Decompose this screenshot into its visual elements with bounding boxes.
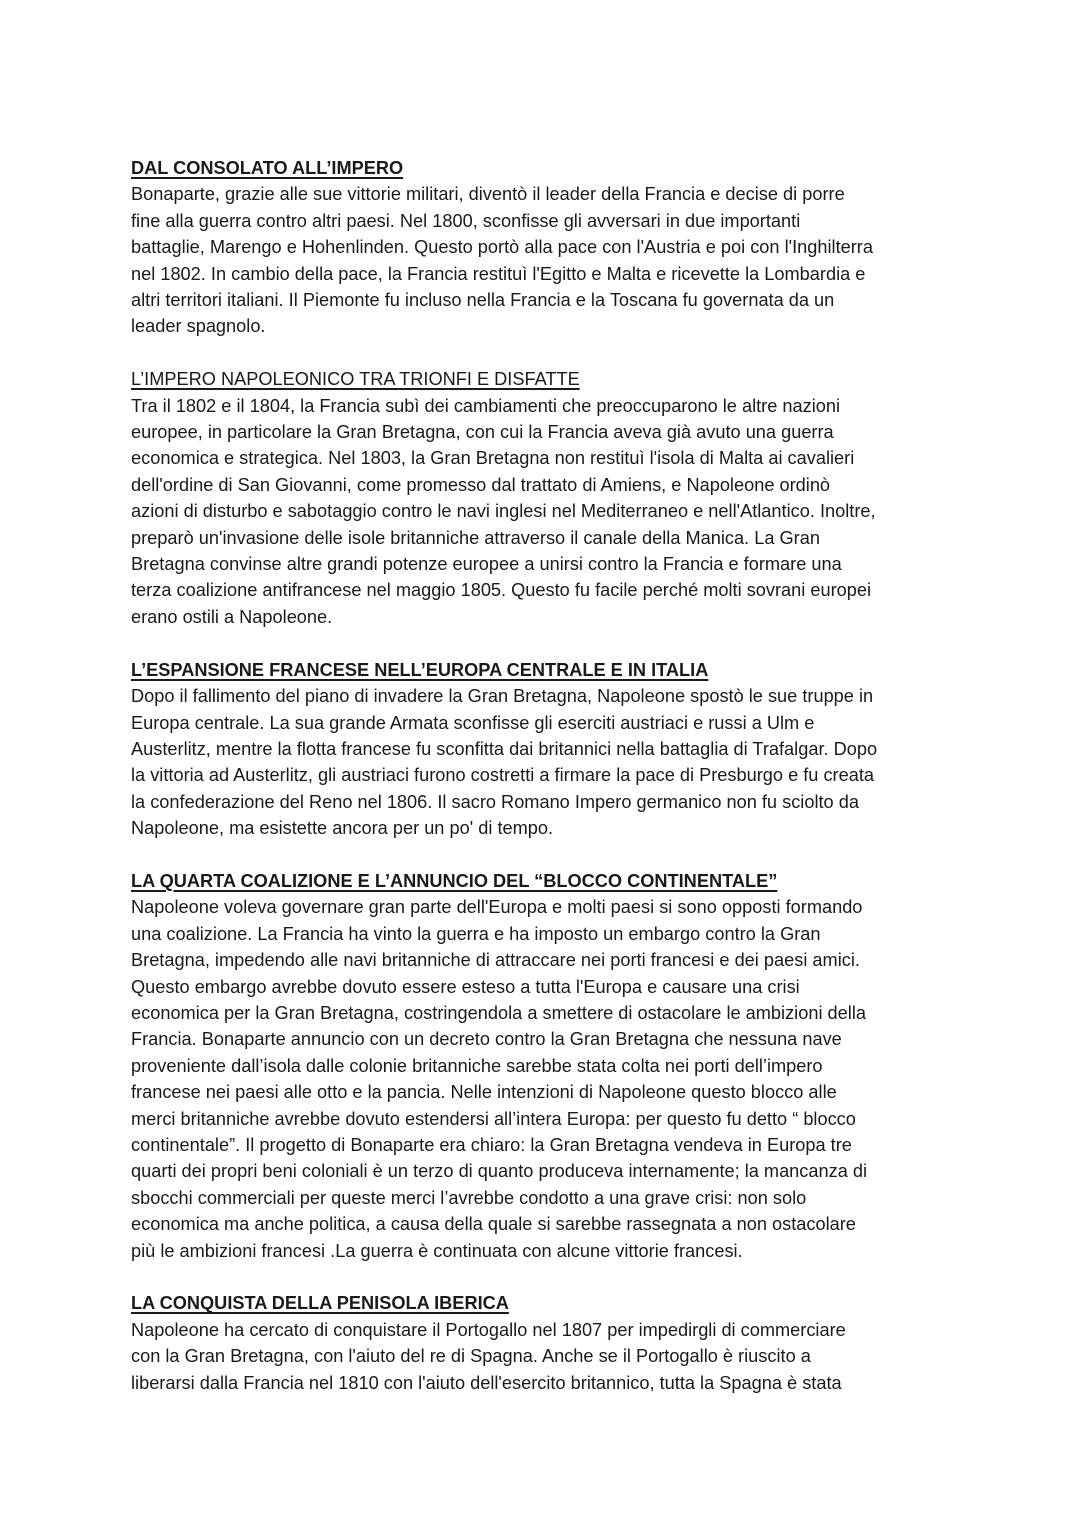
section-paragraph: Bonaparte, grazie alle sue vittorie militari, diventò il leader della Francia e decise di porre fine alla guerra contro altri paesi. Nel 1800, sconfisse gli avversari in due importanti battaglie, Marengo e Hohenlinden. Questo portò alla pace con l'Austria e poi con l'Inghilterra nel 1802. In cambio della pace, la Francia restituì l'Egitto e Malta e ricevette la Lombardia e altri territori italiani. Il Piemonte fu incluso nella Francia e la Toscana fu governata da un leader spagnolo. (131, 184, 873, 337)
section-espansione-francese (131, 657, 961, 842)
section-paragraph: Napoleone ha cercato di conquistare il Portogallo nel 1807 per impedirgli di commerciare con la Gran Bretagna, con l'aiuto del re di Spagna. Anche se il Portogallo è riuscito a liberarsi dalla Francia nel 1810 con l'aiuto dell'esercito britannico, tutta la Spagna è stata (131, 1319, 846, 1393)
section-heading: LA QUARTA COALIZIONE E L’ANNUNCIO DEL “BLOCCO CONTINENTALE” (131, 870, 778, 891)
section-heading: L’IMPERO NAPOLEONICO TRA TRIONFI E DISFATTE (131, 369, 580, 390)
document-page (131, 155, 961, 1422)
section-paragraph: Tra il 1802 e il 1804, la Francia subì dei cambiamenti che preoccuparono le altre nazioni europee, in particolare la Gran Bretagna, con cui la Francia aveva già avuto una guerra economica e strategica. Nel 1803, la Gran Bretagna non restituì l'isola di Malta ai cavalieri dell'ordine di San Giovanni, come promesso dal trattato di Amiens, e Napoleone ordinò azioni di disturbo e sabotaggio contro le navi inglesi nel Mediterraneo e nell'Atlantico. Inoltre, preparò un'invasione delle isole britanniche attraverso il canale della Manica. La Gran Bretagna convinse altre grandi potenze europee a unirsi contro la Francia e formare una terza coalizione antifrancese nel maggio 1805. Questo fu facile perché molti sovrani europei erano ostili a Napoleone. (131, 395, 876, 627)
section-impero-napoleonico (131, 366, 961, 630)
section-paragraph: Napoleone voleva governare gran parte dell'Europa e molti paesi si sono opposti formando una coalizione. La Francia ha vinto la guerra e ha imposto un embargo contro la Gran Bretagna, impedendo alle navi britanniche di attraccare nei porti francesi e dei paesi amici. Questo embargo avrebbe dovuto essere esteso a tutta l'Europa e causare una crisi economica per la Gran Bretagna, costringendola a smettere di ostacolare le ambizioni della Francia. Bonaparte annuncio con un decreto contro la Gran Bretagna che nessuna nave proveniente dall’isola dalle colonie britanniche sarebbe stata colta nei porti dell’impero francese nei paesi alle otto e la pancia. Nelle intenzioni di Napoleone questo blocco alle merci britanniche avrebbe dovuto estendersi all’intera Europa: per questo fu detto “ blocco continentale”. Il progetto di Bonaparte era chiaro: la Gran Bretagna vendeva in Europa tre quarti dei propri beni coloniali è un terzo di quanto produceva internamente; la mancanza di sbocchi commerciali per queste merci l’avrebbe condotto a una grave crisi: non solo economica ma anche politica, a causa della quale si sarebbe rassegnata a non ostacolare più le ambizioni francesi .La guerra è continuata con alcune vittorie francesi. (131, 897, 868, 1261)
section-heading: L’ESPANSIONE FRANCESE NELL’EUROPA CENTRALE E IN ITALIA (131, 659, 709, 680)
section-heading: LA CONQUISTA DELLA PENISOLA IBERICA (131, 1293, 509, 1314)
section-paragraph: Dopo il fallimento del piano di invadere la Gran Bretagna, Napoleone spostò le sue truppe in Europa centrale. La sua grande Armata sconfisse gli eserciti austriaci e russi a Ulm e Austerlitz, mentre la flotta francese fu sconfitta dai britannici nella battaglia di Trafalgar. Dopo la vittoria ad Austerlitz, gli austriaci furono costretti a firmare la pace di Presburgo e fu creata la confederazione del Reno nel 1806. Il sacro Romano Impero germanico non fu sciolto da Napoleone, ma esistette ancora per un po' di tempo. (131, 686, 878, 839)
section-penisola-iberica (131, 1290, 961, 1396)
section-consolato (131, 155, 961, 340)
section-quarta-coalizione (131, 868, 961, 1264)
section-heading: DAL CONSOLATO ALL’IMPERO (131, 158, 404, 178)
